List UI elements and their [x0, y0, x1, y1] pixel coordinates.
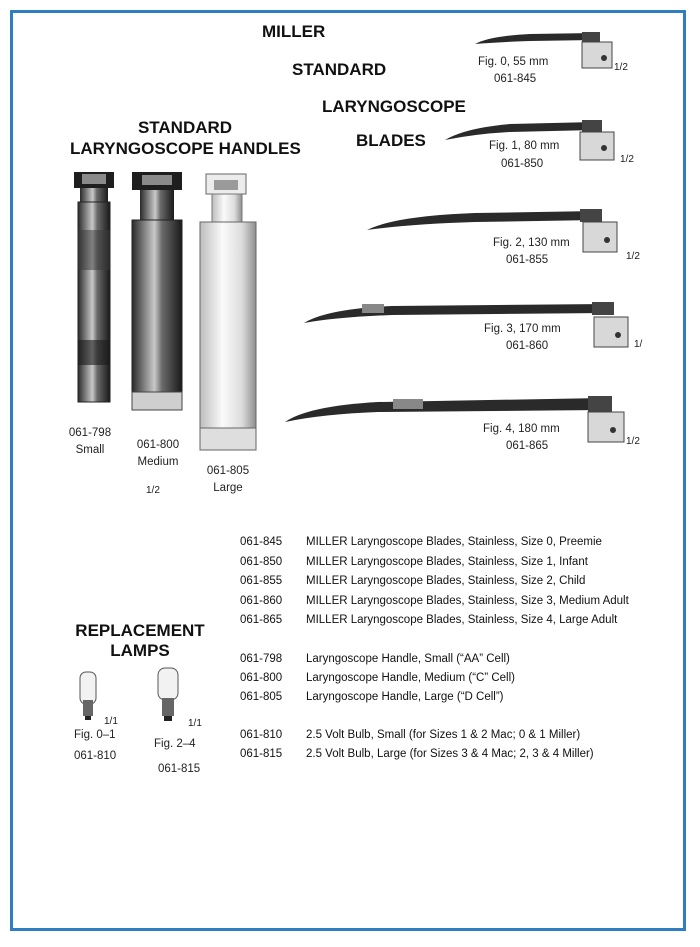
blade-fig3-code: 061-860: [506, 340, 549, 352]
heading-lamps-line1: REPLACEMENT: [75, 621, 205, 640]
blade-fig3-label: Fig. 3, 170 mm: [484, 323, 561, 335]
lamp-large-code: 061-815: [158, 763, 201, 775]
blade-fig1-scale: 1/2: [620, 154, 634, 165]
heading-laryngoscope: LARYNGOSCOPE: [322, 97, 466, 116]
lamp-small-scale: 1/1: [104, 716, 118, 727]
lamp-small-code: 061-810: [74, 750, 117, 762]
handle-large-code: 061-805: [206, 465, 250, 477]
heading-lamps-line2: LAMPS: [110, 641, 170, 660]
blade-fig0-label: Fig. 0, 55 mm: [478, 56, 549, 68]
heading-blades: BLADES: [356, 131, 426, 150]
handle-large-size: Large: [213, 482, 243, 494]
blade-fig4-scale: 1/2: [626, 436, 640, 447]
lamp-large-scale: 1/1: [188, 718, 202, 729]
blade-fig2-code: 061-855: [506, 254, 549, 266]
heading-handles-line2: LARYNGOSCOPE HANDLES: [70, 139, 301, 158]
blade-fig2-illustration: [365, 200, 630, 265]
heading-miller: MILLER: [262, 22, 326, 41]
lamp-large-fig: Fig. 2–4: [154, 738, 196, 750]
handle-medium-code: 061-800: [136, 439, 180, 451]
blade-fig3-scale: 1/: [634, 339, 643, 350]
handle-small-size: Small: [75, 444, 105, 456]
handles-scale: 1/2: [146, 485, 160, 496]
lamp-small-fig: Fig. 0–1: [74, 729, 116, 741]
blade-fig0-code: 061-845: [494, 73, 537, 85]
blade-fig1-label: Fig. 1, 80 mm: [489, 140, 560, 152]
handle-small-code: 061-798: [68, 427, 112, 439]
handles-illustration: [60, 160, 280, 470]
handle-medium-size: Medium: [137, 456, 179, 468]
blade-fig4-code: 061-865: [506, 440, 549, 452]
heading-standard: STANDARD: [292, 60, 387, 79]
blade-fig3-illustration: [302, 295, 637, 360]
blade-fig4-label: Fig. 4, 180 mm: [483, 423, 560, 435]
blade-fig1-code: 061-850: [501, 158, 544, 170]
blade-fig2-scale: 1/2: [626, 251, 640, 262]
blade-fig4-illustration: [283, 390, 638, 455]
blade-fig0-scale: 1/2: [614, 62, 628, 73]
blade-fig2-label: Fig. 2, 130 mm: [493, 237, 570, 249]
heading-handles-line1: STANDARD: [137, 118, 233, 137]
